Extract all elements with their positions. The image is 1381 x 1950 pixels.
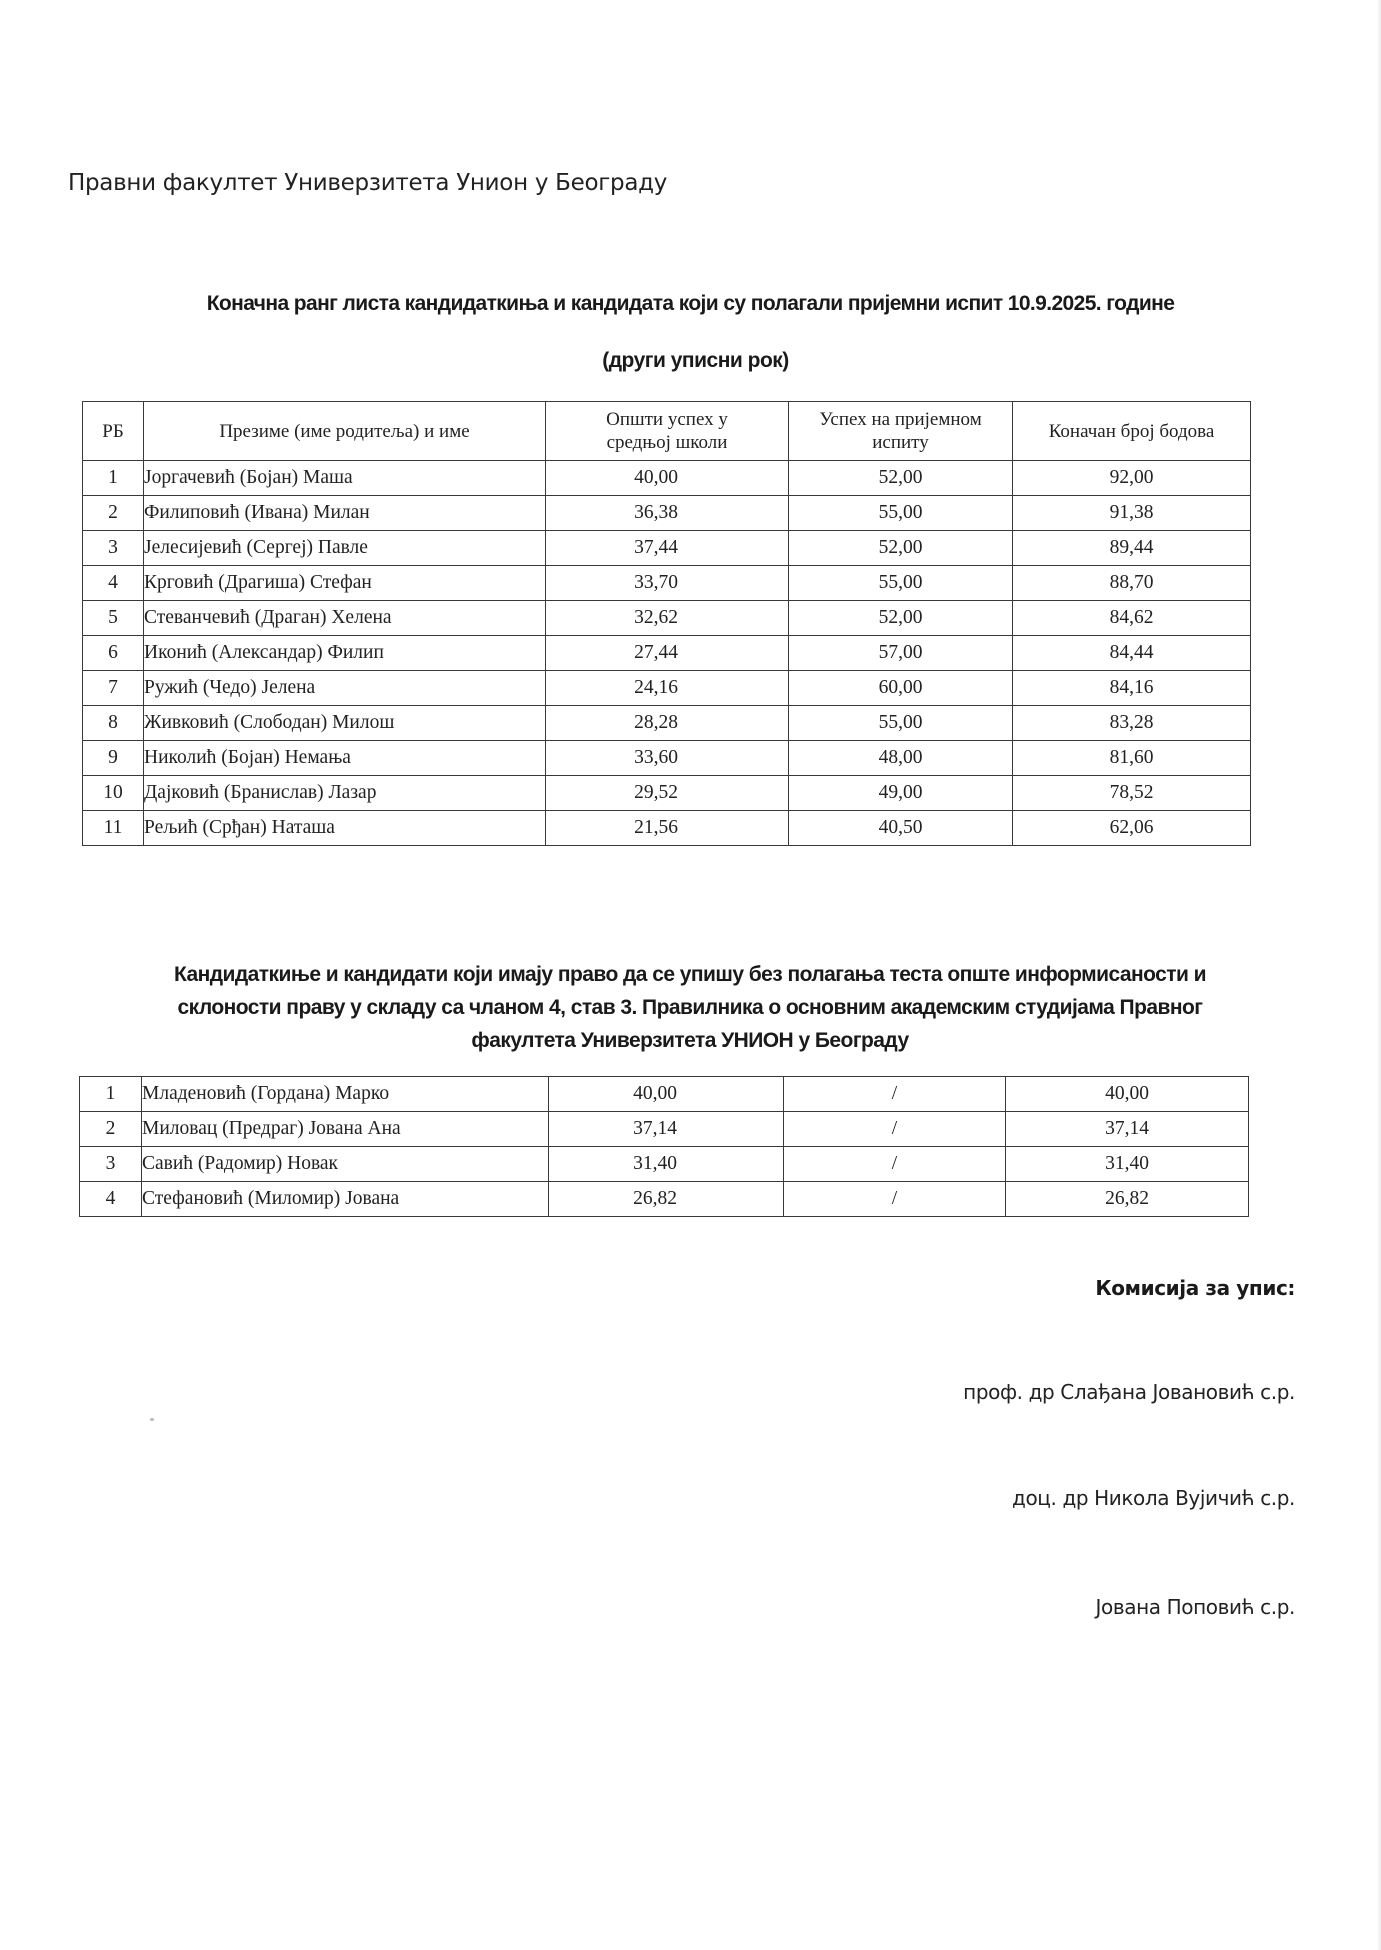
- cell-exam-success: 49,00: [789, 776, 1013, 811]
- cell-total-points: 91,38: [1013, 496, 1251, 531]
- cell-rank: 6: [83, 636, 144, 671]
- cell-exam-success: 52,00: [789, 461, 1013, 496]
- cell-rank: 2: [83, 496, 144, 531]
- exempt-table-row: [80, 1182, 1249, 1217]
- cell-name: Младеновић (Гордана) Марко: [142, 1077, 549, 1112]
- scan-speck: [150, 1418, 154, 1421]
- cell-total-points: 92,00: [1013, 461, 1251, 496]
- cell-exam-success: 40,50: [789, 811, 1013, 846]
- exempt-table-body: [80, 1077, 1249, 1217]
- ranking-table-row: [83, 496, 1251, 531]
- cell-exam-success: 48,00: [789, 741, 1013, 776]
- exempt-heading-line: склоности праву у складу са чланом 4, став 3. Правилника о основним академским студијама Правног: [177, 996, 1203, 1019]
- cell-total-points: 83,28: [1013, 706, 1251, 741]
- cell-rank: 4: [83, 566, 144, 601]
- cell-total-points: 84,62: [1013, 601, 1251, 636]
- cell-rank: 7: [83, 671, 144, 706]
- cell-school-success: 32,62: [546, 601, 789, 636]
- ranking-table-row: [83, 636, 1251, 671]
- cell-total-points: 31,40: [1006, 1147, 1249, 1182]
- cell-school-success: 27,44: [546, 636, 789, 671]
- cell-total-points: 88,70: [1013, 566, 1251, 601]
- cell-school-success: 40,00: [549, 1077, 784, 1112]
- ranking-table-row: [83, 776, 1251, 811]
- cell-name: Јелесијевић (Сергеј) Павле: [144, 531, 546, 566]
- ranking-table-row: [83, 531, 1251, 566]
- cell-rank: 9: [83, 741, 144, 776]
- column-header-exam-success: [789, 402, 1013, 461]
- sub-heading: (други уписни рок): [602, 349, 789, 372]
- ranking-table-row: [83, 671, 1251, 706]
- exempt-heading-line: Кандидаткиње и кандидати који имају право да се упишу без полагања теста опште информисаности и: [173, 963, 1207, 986]
- cell-total-points: 84,44: [1013, 636, 1251, 671]
- cell-total-points: 84,16: [1013, 671, 1251, 706]
- cell-exam-success: 52,00: [789, 601, 1013, 636]
- column-header-exam-success-label: Успех на пријемном испиту: [819, 409, 982, 453]
- ranking-table-row: [83, 811, 1251, 846]
- cell-school-success: 21,56: [546, 811, 789, 846]
- commission-label: Комисија за упис:: [1095, 1276, 1295, 1300]
- ranking-table: [82, 401, 1251, 846]
- column-header-school-success-label: Општи успех у средњој школи: [606, 409, 728, 453]
- ranking-table-row: [83, 741, 1251, 776]
- signature-line: Јована Поповић с.р.: [1095, 1595, 1295, 1619]
- column-header-name: Презиме (име родитеља) и име: [144, 402, 546, 461]
- exempt-table-row: [80, 1112, 1249, 1147]
- cell-name: Живковић (Слободан) Милош: [144, 706, 546, 741]
- cell-name: Николић (Бојан) Немања: [144, 741, 546, 776]
- cell-rank: 5: [83, 601, 144, 636]
- ranking-table-body: [83, 461, 1251, 846]
- cell-rank: 1: [80, 1077, 142, 1112]
- cell-name: Стефановић (Миломир) Јована: [142, 1182, 549, 1217]
- exempt-table: [79, 1076, 1249, 1217]
- ranking-table-row: [83, 566, 1251, 601]
- cell-exam-success: 55,00: [789, 706, 1013, 741]
- cell-total-points: 78,52: [1013, 776, 1251, 811]
- cell-school-success: 28,28: [546, 706, 789, 741]
- exempt-heading-line: факултета Универзитета УНИОН у Београду: [471, 1029, 909, 1052]
- main-heading: Коначна ранг листа кандидаткиња и кандидата који су полагали пријемни испит 10.9.2025. године: [206, 292, 1175, 315]
- cell-school-success: 37,44: [546, 531, 789, 566]
- ranking-table-row: [83, 706, 1251, 741]
- cell-name: Миловац (Предраг) Јована Ана: [142, 1112, 549, 1147]
- cell-total-points: 89,44: [1013, 531, 1251, 566]
- cell-name: Стеванчевић (Драган) Хелена: [144, 601, 546, 636]
- cell-total-points: 26,82: [1006, 1182, 1249, 1217]
- cell-rank: 11: [83, 811, 144, 846]
- cell-rank: 4: [80, 1182, 142, 1217]
- faculty-title: Правни факултет Универзитета Унион у Београду: [68, 170, 668, 196]
- ranking-table-row: [83, 461, 1251, 496]
- cell-name: Филиповић (Ивана) Милан: [144, 496, 546, 531]
- cell-exam-success: /: [784, 1112, 1006, 1147]
- cell-name: Дајковић (Бранислав) Лазар: [144, 776, 546, 811]
- cell-school-success: 33,70: [546, 566, 789, 601]
- cell-rank: 3: [83, 531, 144, 566]
- cell-school-success: 37,14: [549, 1112, 784, 1147]
- cell-total-points: 62,06: [1013, 811, 1251, 846]
- cell-school-success: 29,52: [546, 776, 789, 811]
- cell-exam-success: /: [784, 1182, 1006, 1217]
- cell-exam-success: 55,00: [789, 496, 1013, 531]
- exempt-table-row: [80, 1147, 1249, 1182]
- cell-school-success: 24,16: [546, 671, 789, 706]
- column-header-rb: РБ: [83, 402, 144, 461]
- cell-exam-success: 52,00: [789, 531, 1013, 566]
- cell-name: Ружић (Чедо) Јелена: [144, 671, 546, 706]
- cell-name: Рељић (Срђан) Наташа: [144, 811, 546, 846]
- cell-exam-success: 55,00: [789, 566, 1013, 601]
- cell-name: Крговић (Драгиша) Стефан: [144, 566, 546, 601]
- cell-school-success: 40,00: [546, 461, 789, 496]
- cell-rank: 10: [83, 776, 144, 811]
- cell-rank: 3: [80, 1147, 142, 1182]
- cell-exam-success: 60,00: [789, 671, 1013, 706]
- cell-rank: 2: [80, 1112, 142, 1147]
- cell-exam-success: 57,00: [789, 636, 1013, 671]
- ranking-table-header-row: [83, 402, 1251, 461]
- cell-total-points: 37,14: [1006, 1112, 1249, 1147]
- exempt-table-row: [80, 1077, 1249, 1112]
- signature-line: доц. др Никола Вујичић с.р.: [1012, 1486, 1295, 1510]
- signature-line: проф. др Слађана Јовановић с.р.: [963, 1380, 1295, 1404]
- cell-total-points: 40,00: [1006, 1077, 1249, 1112]
- cell-name: Савић (Радомир) Новак: [142, 1147, 549, 1182]
- ranking-table-row: [83, 601, 1251, 636]
- cell-total-points: 81,60: [1013, 741, 1251, 776]
- column-header-total-points: Коначан број бодова: [1013, 402, 1251, 461]
- cell-name: Јоргачевић (Бојан) Маша: [144, 461, 546, 496]
- cell-school-success: 36,38: [546, 496, 789, 531]
- cell-exam-success: /: [784, 1077, 1006, 1112]
- cell-rank: 1: [83, 461, 144, 496]
- cell-rank: 8: [83, 706, 144, 741]
- cell-name: Иконић (Александар) Филип: [144, 636, 546, 671]
- cell-school-success: 33,60: [546, 741, 789, 776]
- exempt-section-heading: [40, 958, 1340, 1057]
- cell-exam-success: /: [784, 1147, 1006, 1182]
- cell-school-success: 26,82: [549, 1182, 784, 1217]
- cell-school-success: 31,40: [549, 1147, 784, 1182]
- column-header-school-success: [546, 402, 789, 461]
